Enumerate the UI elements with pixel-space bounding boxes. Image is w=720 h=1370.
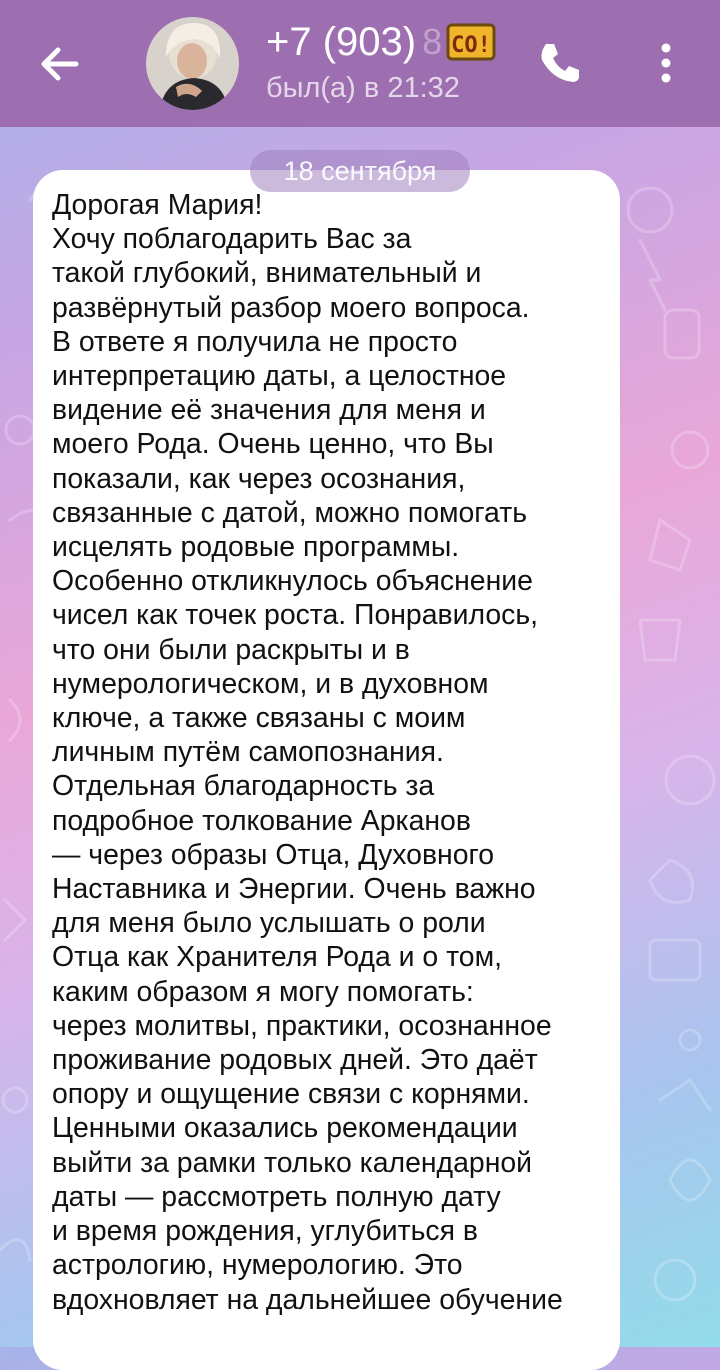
chat-title[interactable] xyxy=(266,18,496,66)
message-line: опору и ощущение связи с корнями. xyxy=(52,1078,530,1111)
message-line: моего Рода. Очень ценно, что Вы xyxy=(52,428,494,461)
message-line: — через образы Отца, Духовного xyxy=(52,838,495,871)
cool-emoji-icon xyxy=(446,21,496,63)
message-line: исцелять родовые программы. xyxy=(52,531,460,564)
arrow-left-icon[interactable] xyxy=(30,34,90,94)
more-vertical-icon[interactable] xyxy=(648,38,684,88)
message-line: В ответе я получила не просто xyxy=(52,325,458,358)
message-line: показали, как через осознания, xyxy=(52,462,466,495)
message-line: что они были раскрыты и в xyxy=(52,633,410,666)
message-line: Дорогая Мария! xyxy=(52,189,263,221)
message-line: вдохновляет на дальнейшее обучение xyxy=(52,1283,563,1316)
chat-header xyxy=(0,0,720,127)
message-line: Отдельная благодарность за xyxy=(52,770,435,803)
message-line: астрологию, нумерологию. Это xyxy=(52,1249,463,1282)
message-line: подробное толкование Арканов xyxy=(52,804,471,837)
message-line: проживание родовых дней. Это даёт xyxy=(52,1044,538,1077)
message-bubble[interactable] xyxy=(33,170,620,1370)
message-line: каким образом я могу помогать: xyxy=(52,975,474,1008)
phone-icon[interactable] xyxy=(534,38,584,88)
message-line: Отца как Хранителя Рода и о том, xyxy=(52,941,502,974)
message-line: такой глубокий, внимательный и xyxy=(52,257,482,290)
svg-text:CO!: CO! xyxy=(451,33,492,58)
message-line: видение её значения для меня и xyxy=(52,394,486,427)
avatar[interactable] xyxy=(146,17,239,110)
contact-phone: +7 (903) xyxy=(266,20,417,64)
message-line: личным путём самопознания. xyxy=(52,736,444,769)
message-line: интерпретацию даты, а целостное xyxy=(52,360,507,393)
message-line: через молитвы, практики, осознанное xyxy=(52,1009,552,1042)
message-line: и время рождения, углубиться в xyxy=(52,1215,478,1248)
message-line: Наставника и Энергии. Очень важно xyxy=(52,873,536,906)
message-line: ключе, а также связаны с моим xyxy=(52,702,466,735)
last-seen-status: был(а) в 21:32 xyxy=(266,72,460,104)
contact-phone-hidden: 8 xyxy=(422,21,443,62)
message-line: связанные с датой, можно помогать xyxy=(52,496,528,529)
message-line: чисел как точек роста. Понравилось, xyxy=(52,599,538,632)
message-line: Хочу поблагодарить Вас за xyxy=(52,223,412,256)
message-text xyxy=(52,188,604,1317)
date-separator: 18 сентября xyxy=(250,150,470,192)
message-line: нумерологическом, и в духовном xyxy=(52,667,489,700)
message-line: даты — рассмотреть полную дату xyxy=(52,1180,501,1213)
message-line: выйти за рамки только календарной xyxy=(52,1146,533,1179)
message-line: для меня было услышать о роли xyxy=(52,907,486,940)
message-line: Особенно откликнулось объяснение xyxy=(52,565,533,598)
message-line: развёрнутый разбор моего вопроса. xyxy=(52,291,530,324)
message-line: Ценными оказались рекомендации xyxy=(52,1112,518,1145)
